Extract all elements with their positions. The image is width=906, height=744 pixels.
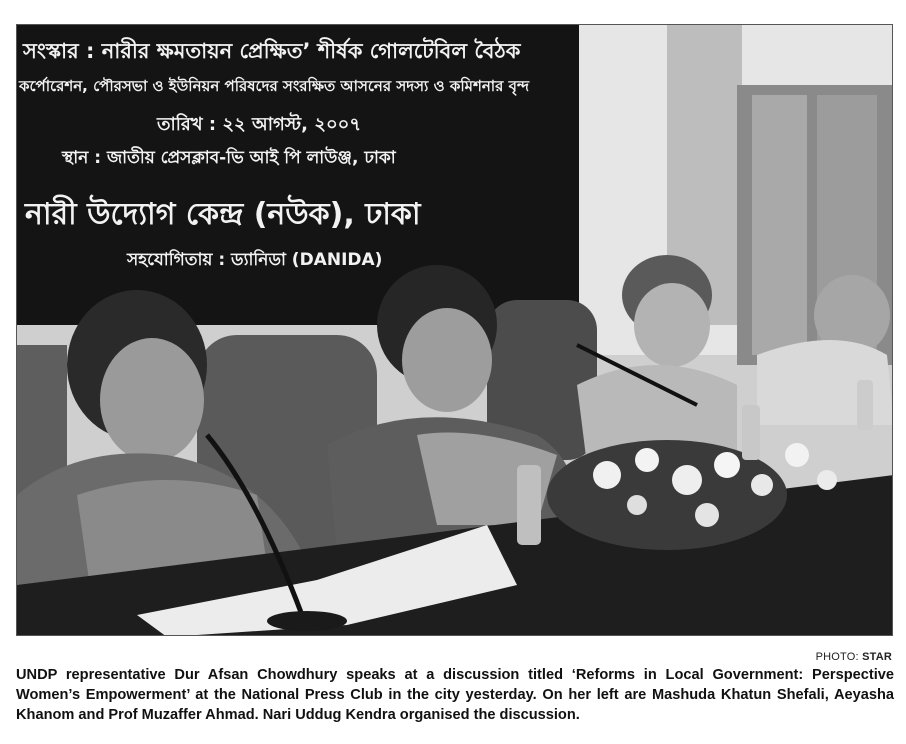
banner-line-1: সংস্কার : নারীর ক্ষমতায়ন প্রেক্ষিত’ শীর্ষক গোলটেবিল বৈঠক xyxy=(23,39,521,63)
banner-line-2: কর্পোরেশন, পৌরসভা ও ইউনিয়ন পরিষদের সংরক্ষিত আসনের সদস্য ও কমিশনার বৃন্দ xyxy=(19,77,530,95)
photo-caption: UNDP representative Dur Afsan Chowdhury speaks at a discussion titled ‘Reforms in Local Government: Perspective Women’s Empowerment’ at the National Press Club in the city yesterday. On her left are Mashuda Khatun Shefali, Aeyasha Khanom and Prof Muzaffer Ahmad. Nari Uddug Kendra organised the discussion. xyxy=(16,667,894,723)
banner-line-3: তারিখ : ২২ আগস্ট, ২০০৭ xyxy=(157,114,362,135)
photo-credit xyxy=(816,651,892,663)
banner-line-6: সহযোগিতায় : ড্যানিডা (DANIDA) xyxy=(127,250,383,270)
water-bottle xyxy=(517,465,541,545)
banner xyxy=(17,25,577,325)
news-photo xyxy=(16,24,893,636)
banner-line-4: স্থান : জাতীয় প্রেসক্লাব-ভি আই পি লাউঞ্জ, ঢাকা xyxy=(62,148,396,168)
banner-line-5: নারী উদ্যোগ কেন্দ্র (নউক), ঢাকা xyxy=(25,197,421,232)
photo-credit-source: STAR xyxy=(862,651,892,663)
photo-credit-prefix: PHOTO: xyxy=(815,651,863,663)
